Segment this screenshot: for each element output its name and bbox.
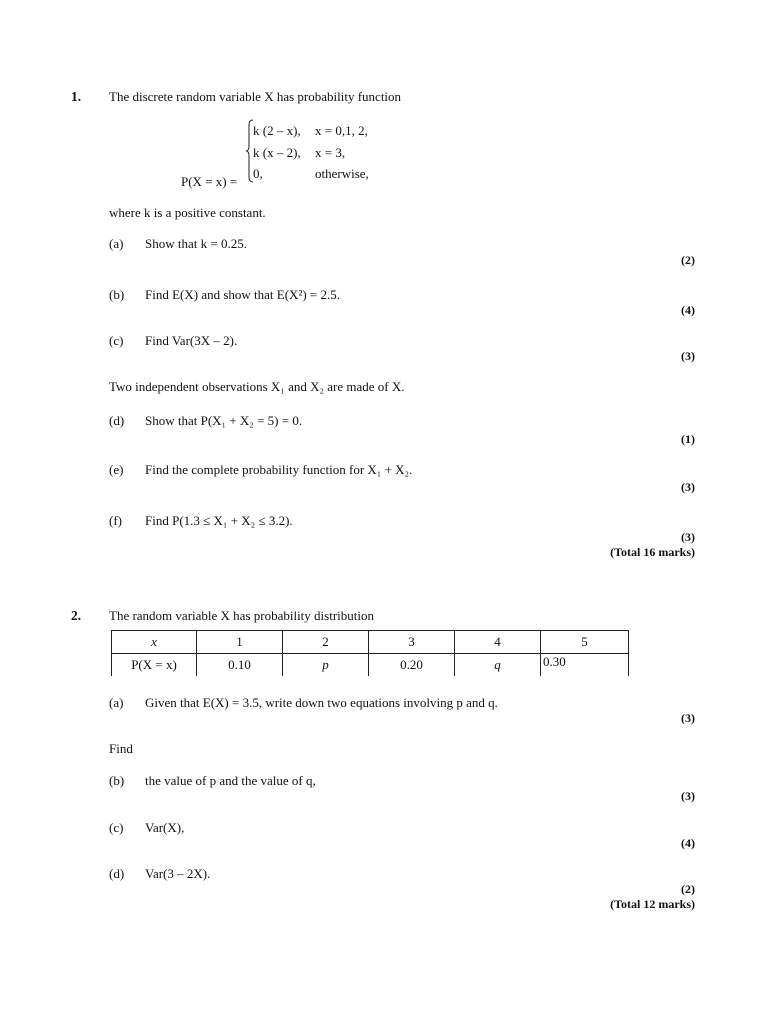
- q1-observations: Two independent observations X₁ and X₂ are made of X.: [109, 379, 405, 394]
- q2-part-d-label: (d): [109, 866, 125, 881]
- q1-part-a-label: (a): [109, 236, 124, 251]
- q1-part-d-text: Show that P(X₁ + X₂ = 5) = 0.: [145, 413, 303, 428]
- q1-pf-cond-2: x = 3,: [315, 145, 346, 160]
- table-header-row: [112, 631, 629, 654]
- table-cell: 2: [283, 631, 369, 654]
- q1-part-f-label: (f): [109, 513, 122, 528]
- q1-part-b-text: Find E(X) and show that E(X²) = 2.5.: [145, 287, 341, 302]
- q2-number: 2.: [71, 608, 82, 623]
- table-cell: P(X = x): [112, 654, 197, 677]
- q2-part-c-marks: (4): [681, 836, 695, 850]
- q1-part-f-text: Find P(1.3 ≤ X₁ + X₂ ≤ 3.2).: [145, 513, 293, 528]
- table-cell: 0.20: [369, 654, 455, 677]
- q1-part-d-marks: (1): [681, 432, 695, 446]
- q1-pf-cond-1: x = 0,1, 2,: [315, 123, 368, 138]
- q2-part-c-label: (c): [109, 820, 124, 835]
- q2-part-d-text: Var(3 – 2X).: [145, 866, 211, 881]
- q1-pf-lhs: P(X = x) =: [181, 174, 238, 189]
- table-cell: p: [283, 654, 369, 677]
- q2-part-a-text: Given that E(X) = 3.5, write down two equations involving p and q.: [145, 695, 498, 710]
- q1-total-marks: (Total 16 marks): [610, 545, 695, 559]
- q1-part-b-marks: (4): [681, 303, 695, 317]
- table-cell: 0.30: [541, 654, 629, 677]
- q1-part-e-label: (e): [109, 462, 124, 477]
- table-row: [112, 654, 629, 677]
- probability-table: [111, 630, 629, 676]
- q1-part-f-marks: (3): [681, 530, 695, 544]
- q1-pf-expr-2: k (x – 2),: [253, 145, 301, 160]
- q1-part-c-marks: (3): [681, 349, 695, 363]
- q1-part-c-text: Find Var(3X – 2).: [145, 333, 238, 348]
- q1-part-a-marks: (2): [681, 253, 695, 267]
- q2-part-b-label: (b): [109, 773, 125, 788]
- q1-part-b-label: (b): [109, 287, 125, 302]
- q1-pf-expr-1: k (2 – x),: [253, 123, 301, 138]
- table-cell: x: [112, 631, 197, 654]
- table-cell: q: [455, 654, 541, 677]
- q1-part-e-text: Find the complete probability function for X₁ + X₂.: [145, 462, 413, 477]
- q2-part-b-marks: (3): [681, 789, 695, 803]
- q2-part-a-marks: (3): [681, 711, 695, 725]
- q2-part-a-label: (a): [109, 695, 124, 710]
- q1-part-d-label: (d): [109, 413, 125, 428]
- q1-number: 1.: [71, 89, 82, 104]
- q2-part-c-text: Var(X),: [145, 820, 185, 835]
- q1-part-c-label: (c): [109, 333, 124, 348]
- q1-pf-cond-3: otherwise,: [315, 166, 369, 181]
- q1-pf-expr-3: 0,: [253, 166, 263, 181]
- q1-intro: The discrete random variable X has probability function: [109, 89, 402, 104]
- q2-find: Find: [109, 741, 133, 756]
- q1-where: where k is a positive constant.: [109, 205, 266, 220]
- q2-part-d-marks: (2): [681, 882, 695, 896]
- q2-part-b-text: the value of p and the value of q,: [145, 773, 316, 788]
- table-cell: 3: [369, 631, 455, 654]
- q1-part-a-text: Show that k = 0.25.: [145, 236, 247, 251]
- q1-part-e-marks: (3): [681, 480, 695, 494]
- table-cell: 1: [197, 631, 283, 654]
- table-cell: 5: [541, 631, 629, 654]
- table-cell: 4: [455, 631, 541, 654]
- q2-intro: The random variable X has probability distribution: [109, 608, 374, 623]
- table-cell: 0.10: [197, 654, 283, 677]
- q2-total-marks: (Total 12 marks): [610, 897, 695, 911]
